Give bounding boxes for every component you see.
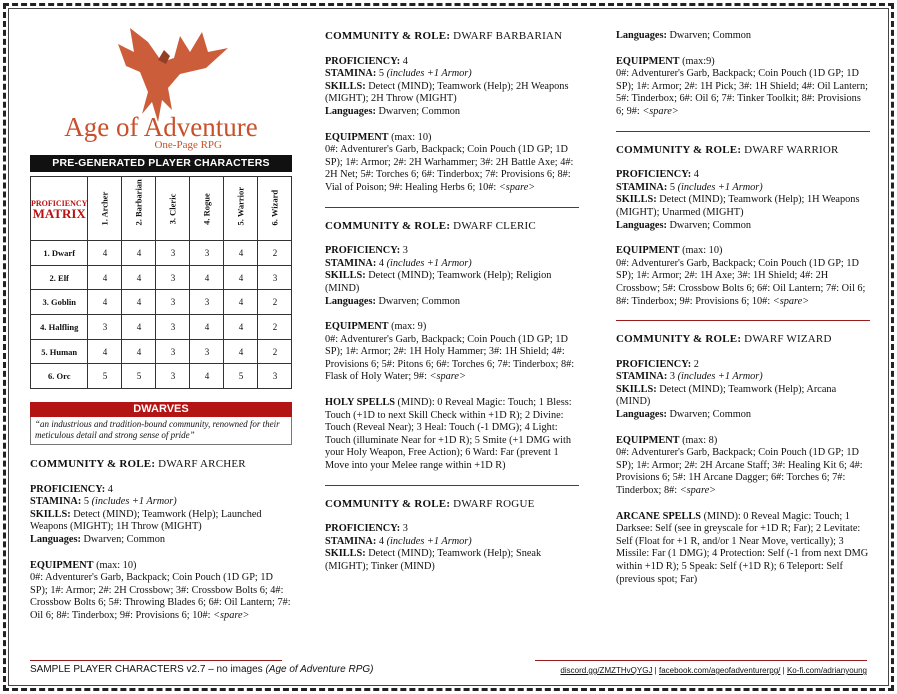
matrix-cell: 5 [88, 364, 122, 389]
footer-divider [535, 660, 867, 661]
pregen-banner: PRE-GENERATED PLAYER CHARACTERS [30, 155, 292, 172]
matrix-cell: 4 [190, 265, 224, 290]
char-barbarian [325, 30, 579, 195]
stats: PROFICIENCY: 4 STAMINA: 5 (includes +1 Armor) SKILLS: Detect (MIND); Teamwork (Help); Launched Weapons (MIGHT); 1H Throw (MIGHT) Languages: Dwarven; Common [30, 483, 262, 545]
matrix-cell: 2 [258, 339, 292, 364]
matrix-cell: 2 [258, 290, 292, 315]
equipment: EQUIPMENT (max:9) 0#: Adventurer's Garb, Backpack; Coin Pouch (1D GP; 1D SP); 1#: Armor; 2#: 1H Pick; 3#: 1H Shield; 4#: Oil Lantern; 5#: Tinderbox; 6#: Oil 6; 7#: Tinker Toolkit; 8#: Provisions 6; 9#: <spare> [616, 55, 868, 117]
discord-link[interactable]: discord.gg/ZMZTHvQYGJ [560, 666, 653, 675]
matrix-label-top: PROFICIENCY [31, 198, 88, 208]
logo-subtitle: One-Page RPG [154, 139, 222, 151]
char-archer [30, 458, 292, 623]
matrix-cell: 3 [156, 315, 190, 340]
proficiency-matrix [30, 176, 292, 389]
logo [30, 22, 292, 152]
matrix-row-label: 3. Goblin [31, 290, 88, 315]
char-wizard [616, 333, 870, 586]
matrix-row-label: 1. Dwarf [31, 241, 88, 266]
facebook-link[interactable]: facebook.com/ageofadventurerpg/ [658, 666, 781, 675]
equipment: EQUIPMENT (max: 8) 0#: Adventurer's Garb, Backpack; Coin Pouch (1D GP; 1D SP); 1#: Armor; 2#: 2H Arcane Staff; 3#: Healing Kit 6; 4#: Provisions 6; 5#: 1H Arcane Dagger; 6#: Torches 6; 7#: Tinderbox; 8#: <spare> [616, 434, 863, 497]
matrix-col-header: 5. Warrior [224, 177, 258, 241]
spells: ARCANE SPELLS (MIND): 0 Reveal Magic: Touch; 1 Darksee: Self (see in greyscale for +1D R; Far); 2 Levitate: Self (Float for +1 R, and/or 1 Near Move, vertically); 3 Missile: Far (1 DMG); 4 Protection: Self (-1 from next DMG within +1D R); 5 Speak: Self (+1D R); 6 Teleport: Self (previous spot; Far) [616, 510, 869, 585]
char-rogue-cont: Languages: Dwarven; Common EQUIPMENT (max:9) 0#: Adventurer's Garb, Backpack; Coin Pouch (1D GP; 1D SP); 1#: Armor; 2#: 1H Pick; 3#: 1H Shield; 4#: Oil Lantern; 5#: Tinderbox; 6#: Oil 6; 7#: Tinker Toolkit; 8#: Provisions 6; 9#: <spare> [616, 30, 870, 119]
matrix-col-header: 3. Cleric [156, 177, 190, 241]
matrix-row-label: 2. Elf [31, 265, 88, 290]
char-rogue [325, 498, 579, 574]
matrix-col-header: 1. Archer [88, 177, 122, 241]
footer-divider [30, 660, 282, 661]
matrix-cell: 4 [190, 315, 224, 340]
role-heading: COMMUNITY & ROLE: DWARF BARBARIAN [325, 30, 563, 42]
matrix-cell: 3 [156, 241, 190, 266]
matrix-row-label: 5. Human [31, 339, 88, 364]
matrix-cell: 4 [224, 265, 258, 290]
logo-title: Age of Adventure [64, 112, 258, 142]
matrix-cell: 4 [122, 265, 156, 290]
matrix-cell: 4 [122, 290, 156, 315]
matrix-row [31, 364, 292, 389]
matrix-label-bottom: MATRIX [32, 205, 86, 221]
matrix-corner-label [31, 177, 88, 241]
role-heading: COMMUNITY & ROLE: DWARF WARRIOR [616, 143, 839, 156]
matrix-row [31, 315, 292, 340]
char-warrior [616, 144, 870, 309]
footer-title: SAMPLE PLAYER CHARACTERS v2.7 – no images (Age of Adventure RPG) [30, 664, 374, 675]
char-cleric [325, 220, 579, 473]
matrix-row-label: 6. Orc [31, 364, 88, 389]
stats: PROFICIENCY: 2 STAMINA: 3 (includes +1 Armor) SKILLS: Detect (MIND); Teamwork (Help); Arcana (MIND) Languages: Dwarven; Common [616, 358, 837, 421]
matrix-cell: 4 [122, 241, 156, 266]
matrix-cell: 3 [88, 315, 122, 340]
matrix-cell: 5 [224, 364, 258, 389]
matrix-row [31, 241, 292, 266]
matrix-cell: 5 [122, 364, 156, 389]
matrix-cell: 4 [224, 290, 258, 315]
matrix-cell: 4 [122, 315, 156, 340]
role-heading: COMMUNITY & ROLE: DWARF WIZARD [616, 333, 832, 346]
stats: PROFICIENCY: 3 STAMINA: 4 (includes +1 Armor) SKILLS: Detect (MIND); Teamwork (Help); Religion (MIND) Languages: Dwarven; Common [325, 245, 552, 307]
matrix-cell: 3 [156, 364, 190, 389]
matrix-cell: 2 [258, 241, 292, 266]
divider [616, 131, 870, 132]
matrix-cell: 4 [88, 339, 122, 364]
role-heading: COMMUNITY & ROLE: DWARF CLERIC [325, 219, 536, 232]
matrix-col-header: 4. Rogue [190, 177, 224, 241]
matrix-cell: 4 [88, 290, 122, 315]
matrix-col-header: 2. Barbarian [122, 177, 156, 241]
matrix-cell: 3 [190, 339, 224, 364]
stats: PROFICIENCY: 3 STAMINA: 4 (includes +1 Armor) SKILLS: Detect (MIND); Teamwork (Help); Sneak (MIGHT); Tinker (MIND) [325, 523, 542, 572]
stats: PROFICIENCY: 4 STAMINA: 5 (includes +1 Armor) SKILLS: Detect (MIND); Teamwork (Help); 1H Weapons (MIGHT); Unarmed (MIGHT) Languages: Dwarven; Common [616, 169, 860, 231]
divider [616, 320, 870, 321]
spells: HOLY SPELLS (MIND): 0 Reveal Magic: Touch; 1 Bless: Touch (+1D to next Skill Check within +1D R); 2 Divine: Touch (Reveal Near); 3 Heal: Touch (-1 DMG); 4 Light: Touch (illuminate Near for +1D R); 5 Smite (+1 DMG with your Holy Weapon, Free Action); 6 Ward: Far (prevent 1 Move into your Melee range within +1D R) [325, 397, 572, 472]
matrix-row-label: 4. Halfling [31, 315, 88, 340]
matrix-col-header: 6. Wizard [258, 177, 292, 241]
role-heading: COMMUNITY & ROLE: DWARF ROGUE [325, 497, 535, 510]
dwarves-title: DWARVES [30, 402, 292, 417]
matrix-row [31, 290, 292, 315]
matrix-cell: 4 [224, 339, 258, 364]
matrix-cell: 4 [224, 315, 258, 340]
column-2 [325, 30, 579, 574]
divider [325, 485, 579, 486]
matrix-cell: 4 [224, 241, 258, 266]
stats: PROFICIENCY: 4 STAMINA: 5 (includes +1 Armor) SKILLS: Detect (MIND); Teamwork (Help); 2H Weapons (MIGHT); 2H Throw (MIGHT) Languages: Dwarven; Common [325, 55, 569, 117]
matrix-row [31, 339, 292, 364]
matrix-cell: 3 [258, 265, 292, 290]
role-heading: COMMUNITY & ROLE: DWARF ARCHER [30, 458, 246, 470]
matrix-cell: 3 [156, 339, 190, 364]
matrix-cell: 4 [122, 339, 156, 364]
matrix-cell: 3 [156, 265, 190, 290]
equipment: EQUIPMENT (max: 10) 0#: Adventurer's Garb, Backpack; Coin Pouch (1D GP; 1D SP); 1#: Armor; 2#: 2H Warhammer; 3#: 2H Battle Axe; 4#: 2H Net; 5#: Torches 6; 6#: Tinderbox; 7#: Provisions 6; 8#: Vial of Poison; 9#: Healing Herbs 6; 10#: <spare> [325, 131, 574, 193]
matrix-cell: 4 [88, 241, 122, 266]
matrix-cell: 3 [190, 290, 224, 315]
matrix-cell: 3 [258, 364, 292, 389]
kofi-link[interactable]: Ko-fi.com/adrianyoung [786, 666, 867, 675]
matrix-cell: 4 [88, 265, 122, 290]
footer-links: discord.gg/ZMZTHvQYGJ | facebook.com/ageofadventurerpg/ | Ko-fi.com/adrianyoung [560, 666, 867, 675]
matrix-cell: 2 [258, 315, 292, 340]
divider [325, 207, 579, 208]
matrix-cell: 4 [190, 364, 224, 389]
matrix-row [31, 265, 292, 290]
matrix-cell: 3 [190, 241, 224, 266]
equipment: EQUIPMENT (max: 9) 0#: Adventurer's Garb, Backpack; Coin Pouch (1D GP; 1D SP); 1#: Armor; 2#: 1H Holy Hammer; 3#: 1H Shield; 4#: Provisions 6; 5#: Pitons 6; 6#: Torches 6; 7#: Tinderbox; 8#: Flask of Holy Water; 9#: <spare> [325, 321, 575, 383]
matrix-cell: 3 [156, 290, 190, 315]
equipment: EQUIPMENT (max: 10) 0#: Adventurer's Garb, Backpack; Coin Pouch (1D GP; 1D SP); 1#: Armor; 2#: 1H Axe; 3#: 1H Shield; 4#: 2H Crossbow; 5#: Crossbow Bolts 6; 6#: Oil Lantern; 7#: Oil 6; 8#: Tinderbox; 9#: Provisions 6; 10#: <spare> [616, 245, 866, 307]
dwarves-quote: “an industrious and tradition-bound community, renowned for their meticulous detail and strong sense of pride” [30, 417, 292, 445]
column-3 [616, 30, 870, 586]
equipment: EQUIPMENT (max: 10) 0#: Adventurer's Garb, Backpack; Coin Pouch (1D GP; 1D SP); 1#: Armor; 2#: 2H Crossbow; 3#: Crossbow Bolts 6; 4#: Crossbow Bolts 6; 5#: Throwing Blades 6; 6#: Oil Lantern; 7#: Oil 6; 8#: Tinderbox; 9#: Provisions 6; 10#: <spare> [30, 559, 291, 621]
